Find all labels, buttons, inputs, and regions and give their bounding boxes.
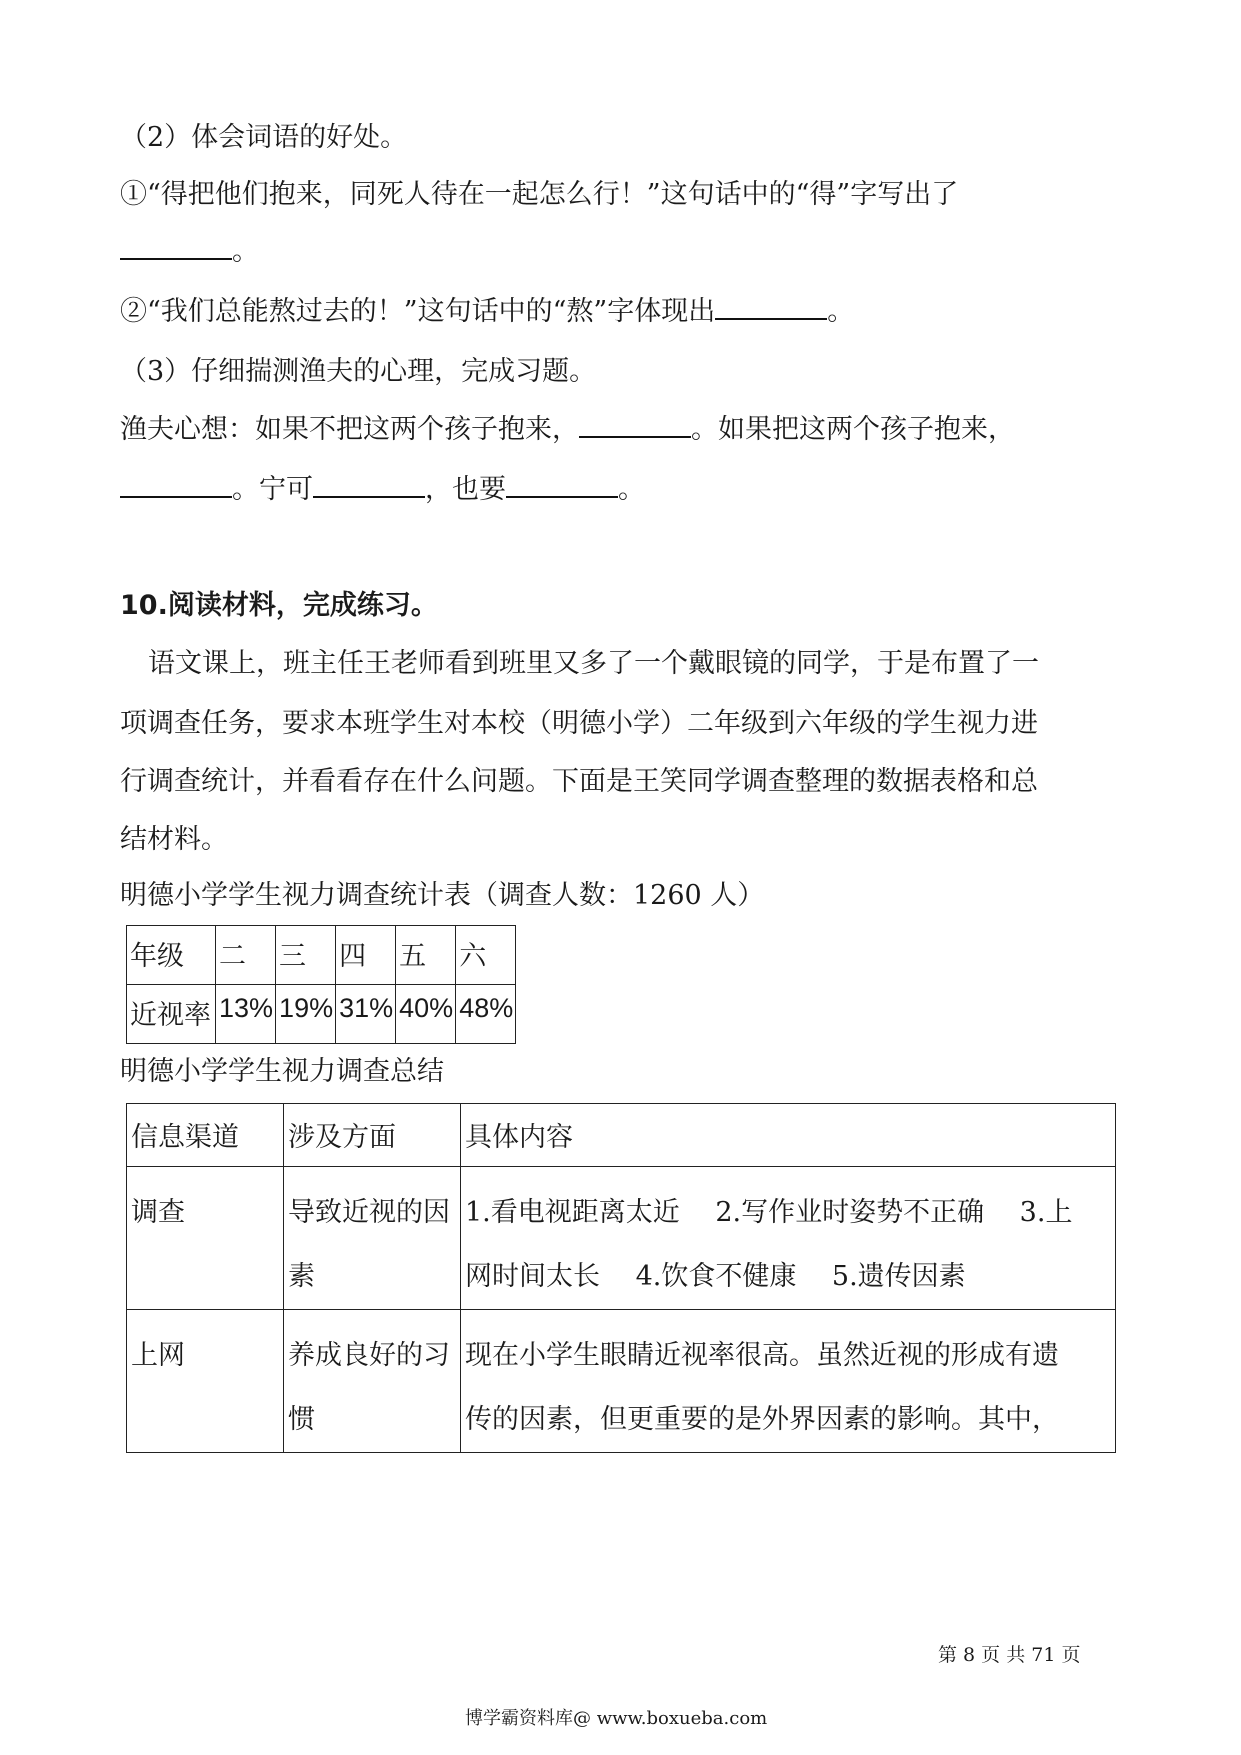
table-cell <box>284 1167 461 1310</box>
table-row <box>127 985 516 1044</box>
text: 。宁可 <box>232 474 313 505</box>
table-row <box>127 926 516 985</box>
text: ，也要 <box>425 474 506 505</box>
text: 渔夫心想：如果不把这两个孩子抱来， <box>120 414 579 445</box>
q10-para-line4: 结材料。 <box>120 824 228 855</box>
answer-blank[interactable] <box>579 410 691 438</box>
q9-fisher-line2 <box>120 470 645 510</box>
punct: 。 <box>827 296 855 327</box>
table-cell <box>284 1310 461 1453</box>
q9-item1-answer <box>120 232 259 272</box>
q10-title: 10.阅读材料，完成练习。 <box>120 590 438 621</box>
page-number: 第 8 页 共 71 页 <box>938 1644 1081 1666</box>
cell-line: 传的因素，但更重要的是外界因素的影响。其中， <box>465 1404 1059 1435</box>
table-cell: 调查 <box>127 1167 284 1310</box>
table2-caption: 明德小学学生视力调查总结 <box>120 1056 444 1087</box>
q9-item2-text: ②“我们总能熬过去的！”这句话中的“熬”字体现出 <box>120 296 716 327</box>
text: 。如果把这两个孩子抱来， <box>691 414 1015 445</box>
q9-item2 <box>120 292 854 332</box>
cell-line: 素 <box>288 1261 315 1292</box>
table-cell <box>461 1310 1116 1453</box>
table-header-cell: 具体内容 <box>461 1104 1116 1167</box>
answer-blank[interactable] <box>313 470 425 498</box>
cell-line: 1.看电视距离太近 2.写作业时姿势不正确 3.上 <box>465 1197 1073 1228</box>
text: 。 <box>618 474 645 505</box>
cell-line: 网时间太长 4.饮食不健康 5.遗传因素 <box>465 1261 966 1292</box>
table-cell: 上网 <box>127 1310 284 1453</box>
q9-item1-text: ①“得把他们抱来，同死人待在一起怎么行！”这句话中的“得”字写出了 <box>120 179 959 210</box>
vision-stats-table <box>126 925 516 1044</box>
table-cell: 三 <box>276 926 336 985</box>
table-cell: 48% <box>456 985 516 1044</box>
cell-line: 现在小学生眼睛近视率很高。虽然近视的形成有遗 <box>465 1340 1059 1371</box>
q10-para-line2: 项调查任务，要求本班学生对本校（明德小学）二年级到六年级的学生视力进 <box>120 708 1038 739</box>
q9-sub3-title: （3）仔细揣测渔夫的心理，完成习题。 <box>120 356 597 387</box>
table-cell: 五 <box>396 926 456 985</box>
answer-blank[interactable] <box>120 470 232 498</box>
table-row <box>127 1310 1116 1453</box>
watermark: 博学霸资料库@ www.boxueba.com <box>465 1708 768 1729</box>
table-cell: 二 <box>216 926 276 985</box>
table-header-cell: 信息渠道 <box>127 1104 284 1167</box>
table-header-cell: 涉及方面 <box>284 1104 461 1167</box>
table-cell <box>461 1167 1116 1310</box>
table-cell: 31% <box>336 985 396 1044</box>
table1-caption: 明德小学学生视力调查统计表（调查人数：1260 人） <box>120 880 765 911</box>
table-row <box>127 1167 1116 1310</box>
table-cell: 40% <box>396 985 456 1044</box>
punct: 。 <box>232 236 259 267</box>
cell-line: 导致近视的因 <box>288 1197 450 1228</box>
q9-fisher-line1 <box>120 410 1015 450</box>
table-cell: 13% <box>216 985 276 1044</box>
table-cell: 年级 <box>127 926 216 985</box>
answer-blank[interactable] <box>715 292 827 320</box>
q10-para-line3: 行调查统计，并看看存在什么问题。下面是王笑同学调查整理的数据表格和总 <box>120 766 1038 797</box>
answer-blank[interactable] <box>506 470 618 498</box>
vision-summary-table <box>126 1103 1116 1453</box>
table-cell: 四 <box>336 926 396 985</box>
q9-item1 <box>120 175 958 215</box>
answer-blank[interactable] <box>120 232 232 260</box>
q9-sub2-title: （2）体会词语的好处。 <box>120 122 408 153</box>
table-cell: 19% <box>276 985 336 1044</box>
cell-line: 惯 <box>288 1404 315 1435</box>
q10-para-line1: 语文课上，班主任王老师看到班里又多了一个戴眼镜的同学，于是布置了一 <box>148 648 1039 679</box>
cell-line: 养成良好的习 <box>288 1340 450 1371</box>
table-cell: 近视率 <box>127 985 216 1044</box>
table-cell: 六 <box>456 926 516 985</box>
table-header-row <box>127 1104 1116 1167</box>
